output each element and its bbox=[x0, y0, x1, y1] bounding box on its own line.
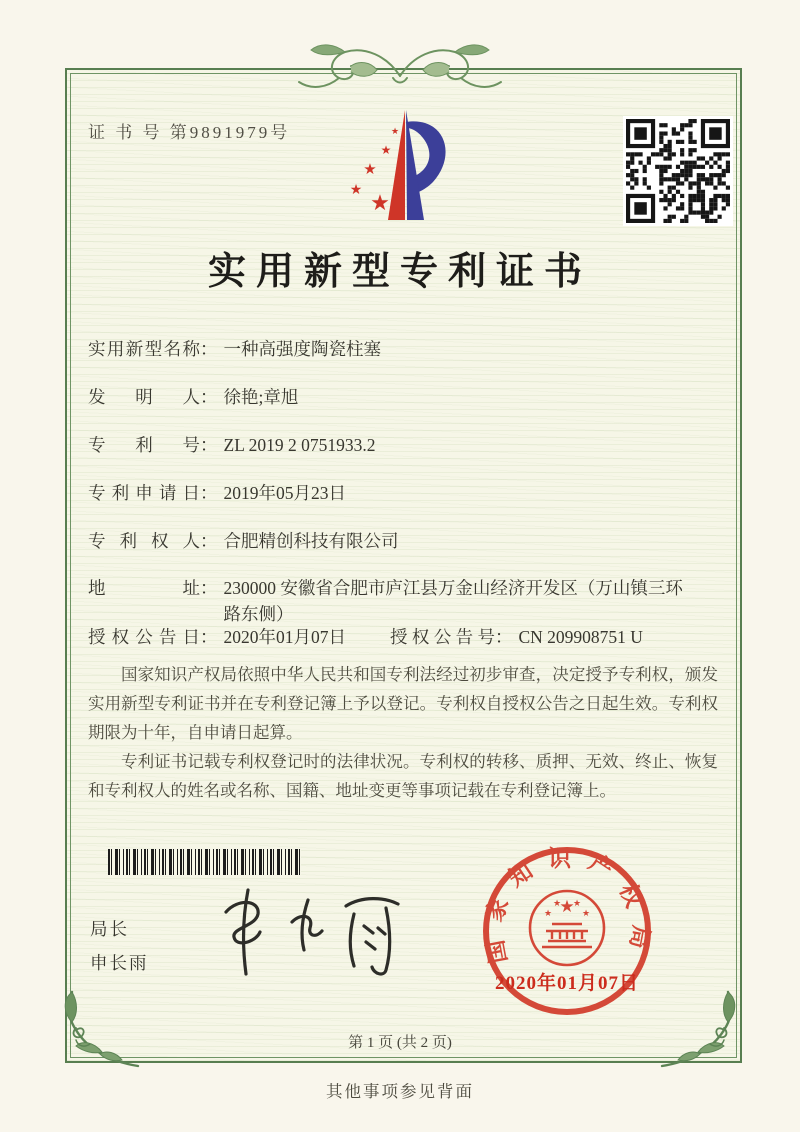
field-row-filing-date: 专利申请日 ： 2019年05月23日 bbox=[88, 480, 346, 506]
field-label: 发明人 bbox=[88, 387, 200, 407]
svg-text:★: ★ bbox=[380, 143, 392, 157]
legal-paragraph-1: 国家知识产权局依照中华人民共和国专利法经过初步审查，决定授予专利权，颁发实用新型专利证书并在专利登记簿上予以登记。专利权自授权公告之日起生效。专利权期限为十年，自申请日起算。 bbox=[88, 665, 718, 742]
field-label: 实用新型名称 bbox=[88, 339, 200, 359]
svg-text:★: ★ bbox=[370, 190, 390, 215]
field-value: 230000 安徽省合肥市庐江县万金山经济开发区（万山镇三环路东侧） bbox=[223, 578, 683, 624]
svg-text:★: ★ bbox=[559, 897, 575, 916]
certificate-title: 实用新型专利证书 bbox=[207, 251, 592, 293]
field-row-address: 地址 ： 230000 安徽省合肥市庐江县万金山经济开发区（万山镇三环路东侧） bbox=[88, 575, 694, 627]
field-row-patent-no: 专利号 ： ZL 2019 2 0751933.2 bbox=[88, 432, 375, 458]
field-value: 2020年01月07日 bbox=[223, 627, 346, 647]
back-side-note: 其他事项参见背面 bbox=[326, 1082, 474, 1101]
field-value: 一种高强度陶瓷柱塞 bbox=[223, 339, 381, 359]
field-label: 专利权人 bbox=[88, 531, 200, 551]
top-flourish-ornament-icon bbox=[287, 38, 513, 98]
field-row-grant-date: 授权公告日 ： 2020年01月07日 bbox=[88, 624, 346, 650]
svg-text:★: ★ bbox=[581, 908, 591, 918]
national-emblem-icon bbox=[530, 891, 604, 965]
field-label: 专利号 bbox=[88, 435, 200, 455]
field-value: 合肥精创科技有限公司 bbox=[223, 531, 399, 551]
svg-text:★: ★ bbox=[543, 908, 553, 918]
seal-date: 2020年01月07日 bbox=[494, 973, 639, 994]
cnipa-logo-icon bbox=[336, 106, 468, 234]
officer-name: 申长雨 bbox=[90, 953, 149, 973]
svg-text:★: ★ bbox=[572, 898, 582, 908]
page-number: 第 1 页 (共 2 页) bbox=[348, 1035, 452, 1051]
field-label: 地址 bbox=[88, 578, 200, 598]
field-value: ZL 2019 2 0751933.2 bbox=[223, 435, 376, 455]
handwritten-signature-icon bbox=[208, 874, 423, 984]
field-row-inventor: 发明人 ： 徐艳;章旭 bbox=[88, 384, 298, 410]
field-label: 授权公告号 bbox=[390, 627, 495, 647]
qr-code-icon bbox=[623, 116, 733, 226]
field-label: 专利申请日 bbox=[88, 483, 200, 503]
officer-title: 局长 bbox=[90, 919, 129, 939]
svg-text:★: ★ bbox=[349, 183, 363, 198]
field-value: CN 209908751 U bbox=[518, 627, 643, 647]
field-label: 授权公告日 bbox=[88, 627, 200, 647]
field-row-name: 实用新型名称 ： 一种高强度陶瓷柱塞 bbox=[88, 336, 381, 362]
bottom-left-corner-ornament-icon bbox=[54, 982, 140, 1068]
field-row-grant-number: 授权公告号 ： CN 209908751 U bbox=[390, 624, 643, 650]
svg-text:★: ★ bbox=[390, 126, 400, 136]
barcode-icon bbox=[108, 849, 301, 875]
field-value: 2019年05月23日 bbox=[223, 483, 346, 503]
bottom-right-corner-ornament-icon bbox=[660, 982, 746, 1068]
field-value: 徐艳;章旭 bbox=[223, 387, 299, 407]
seal-ring-text: 国家知识产权局 bbox=[479, 846, 655, 966]
officer-block bbox=[90, 912, 149, 980]
certificate-number: 证 书 号 第9891979号 bbox=[88, 123, 291, 142]
legal-paragraph-2: 专利证书记载专利权登记时的法律状况。专利权的转移、质押、无效、终止、恢复和专利权人的姓名或名称、国籍、地址变更等事项记载在专利登记簿上。 bbox=[88, 752, 718, 800]
legal-text bbox=[88, 660, 718, 805]
svg-text:★: ★ bbox=[363, 162, 377, 178]
field-row-patentee: 专利权人 ： 合肥精创科技有限公司 bbox=[88, 528, 399, 554]
svg-text:★: ★ bbox=[552, 898, 562, 908]
